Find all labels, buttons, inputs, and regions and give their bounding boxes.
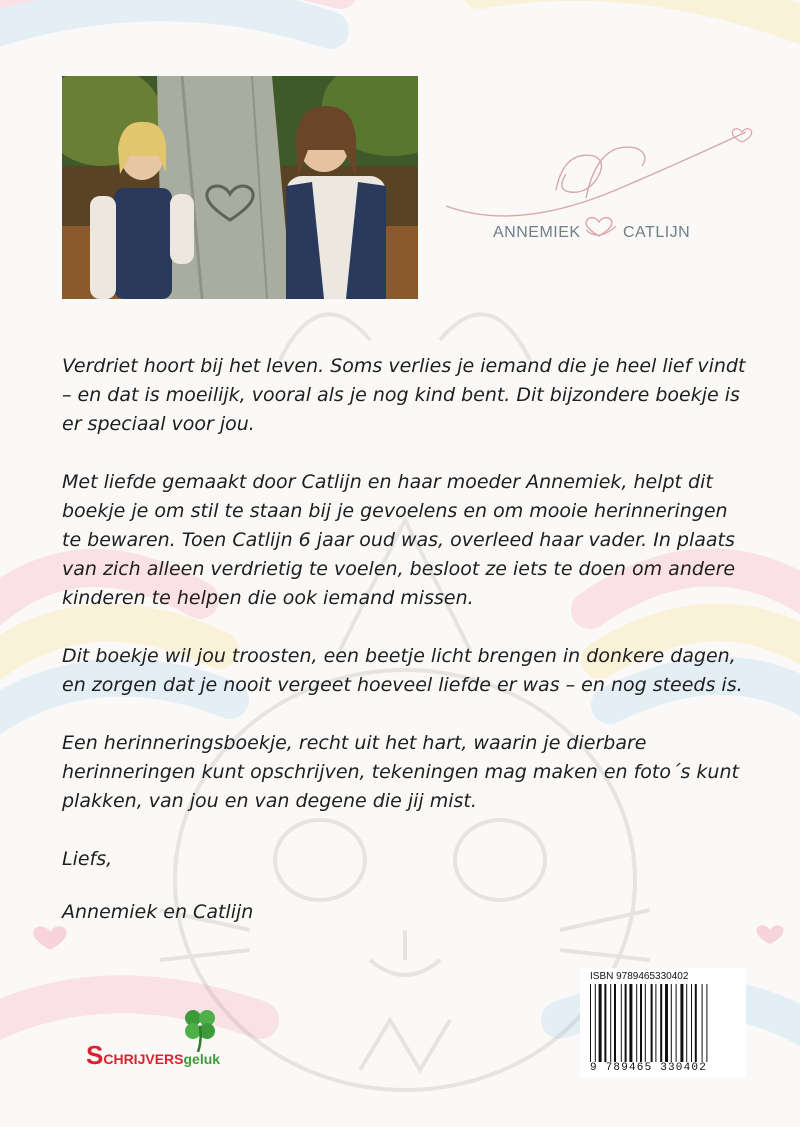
publisher-name-tail: geluk: [183, 1051, 221, 1067]
brand-logo: [436, 120, 756, 260]
paragraph: Een herinneringsboekje, recht uit het hart, waarin je dierbare herinneringen kunt opschrijven, tekeningen mag maken en foto´s kunt plakken, van jou en van degene die jij mist.: [62, 732, 739, 812]
paragraph: Verdriet hoort bij het leven. Soms verlies je iemand die je heel lief vindt – en dat is moeilijk, vooral als je nog kind bent. Dit bijzondere boekje is er speciaal voor jou.: [62, 355, 746, 435]
publisher-name: CHRIJVERS: [103, 1051, 184, 1067]
brand-name-catlijn: CATLIJN: [623, 224, 691, 241]
isbn-label: ISBN 9789465330402: [590, 971, 689, 982]
paragraph: Met liefde gemaakt door Catlijn en haar moeder Annemiek, helpt dit boekje je om stil te staan bij je gevoelens en om mooie herinneringen te bewaren. Toen Catlijn 6 jaar oud was, overleed haar vader. In plaats van zich alleen verdrietig te voelen, besloot ze iets te doen om andere kinderen te helpen die ook iemand missen.: [62, 471, 736, 609]
back-cover-text: [62, 352, 752, 951]
author-photo: [62, 76, 418, 299]
isbn-barcode: [580, 968, 746, 1078]
signature: Annemiek en Catlijn: [62, 901, 254, 923]
brand-name-annemiek: ANNEMIEK: [493, 224, 581, 241]
barcode-icon: [590, 984, 736, 1062]
publisher-initial: S: [86, 1040, 104, 1070]
isbn-digits: 9 789465 330402: [590, 1062, 708, 1074]
publisher-logo: [80, 1006, 250, 1076]
greeting: Liefs,: [62, 848, 113, 870]
paragraph: Dit boekje wil jou troosten, een beetje licht brengen in donkere dagen, en zorgen dat je nooit vergeet hoeveel liefde er was – en nog steeds is.: [62, 645, 743, 696]
